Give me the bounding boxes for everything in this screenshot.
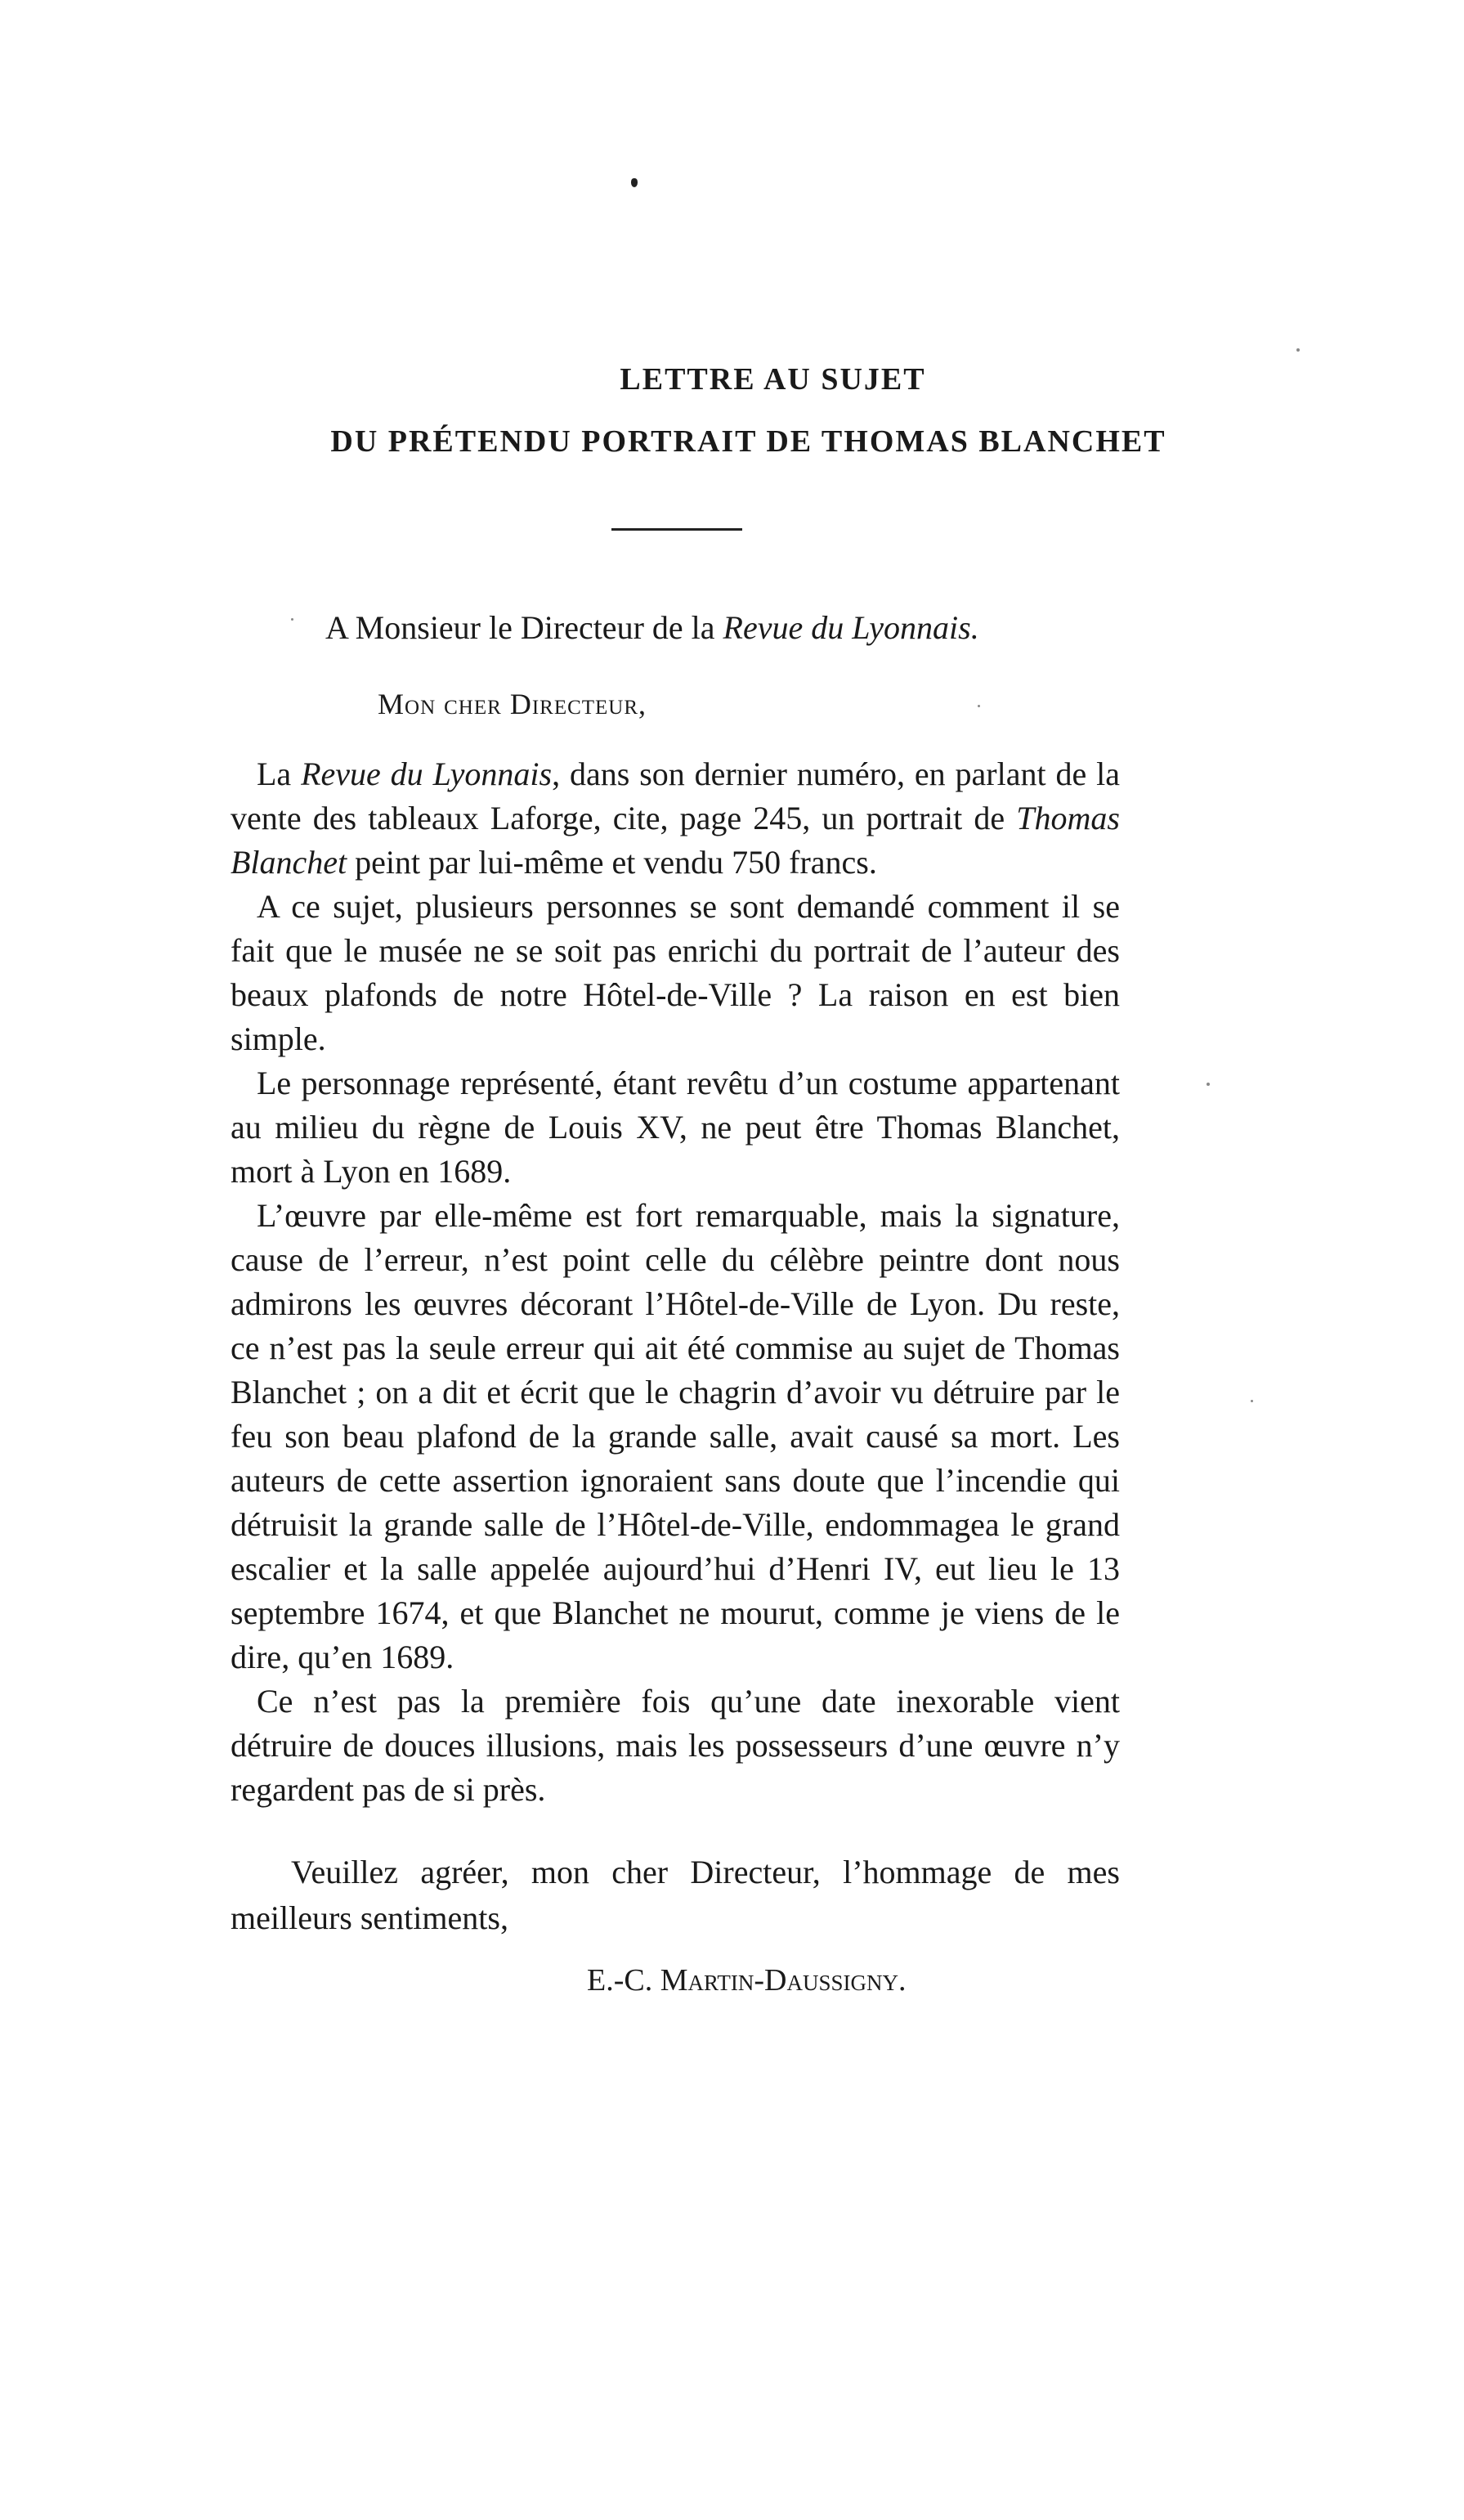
title-divider: [611, 528, 742, 531]
paragraph-4: L’œuvre par elle-même est fort remarquable, mais la signature, cause de l’erreur, n’est point celle du célèbre peintre dont nous admirons les œuvres décorant l’Hôtel-de-Ville de Lyon. Du reste, ce n’est pas la seule erreur qui ait été commise au sujet de Thomas Blanchet ; on a dit et écrit que le chagrin d’avoir vu détruire par le feu son beau plafond de la grande salle, avait causé sa mort. Les auteurs de cette assertion ignoraient sans doute que l’incendie qui détruisit la grande salle de l’Hôtel-de-Ville, endommagea le grand escalier et la salle appelée aujourd’hui d’Henri IV, eut lieu le 13 septembre 1674, et que Blanchet ne mourut, comme je viens de le dire, qu’en 1689.: [231, 1197, 1120, 1675]
journal-name: Revue du Lyonnais.: [723, 609, 979, 646]
signature-initials: E.-C.: [587, 1963, 660, 1998]
paragraph-5: Ce n’est pas la première fois qu’une date inexorable vient détruire de douces illusions, mais les possesseurs d’une œuvre n’y regardent pas de si près.: [231, 1683, 1120, 1808]
paragraph-2: A ce sujet, plusieurs personnes se sont demandé comment il se fait que le musée ne se soit pas enrichi du portrait de l’auteur des beaux plafonds de notre Hôtel-de-Ville ? La raison en est bien simple.: [231, 888, 1120, 1057]
p1-name: Thomas Blanchet: [231, 800, 1120, 881]
p1-post: peint par lui-même et vendu 750 francs.: [347, 844, 877, 881]
salutation-word-3-rest: irecteur,: [531, 688, 647, 720]
salutation-word-1-initial: M: [378, 688, 405, 720]
paper-speck: [291, 618, 293, 621]
paper-speck: [978, 705, 980, 707]
addressee-line: [325, 608, 979, 647]
p1-journal: Revue du Lyonnais: [301, 756, 553, 792]
signature-rest-2: aussigny.: [786, 1963, 907, 1998]
paragraph-3: Le personnage représenté, étant revêtu d’un costume appartenant au milieu du règne de Louis XV, ne peut être Thomas Blanchet, mort à Lyon en 1689.: [231, 1065, 1120, 1190]
salutation: [378, 687, 647, 721]
salutation-word-2: cher: [444, 688, 502, 720]
salutation-word-1-rest: on: [405, 688, 437, 720]
page-title: LETTRE AU SUJET: [620, 362, 926, 397]
page-subtitle: DU PRÉTENDU PORTRAIT DE THOMAS BLANCHET: [330, 424, 1166, 459]
salutation-word-3-initial: D: [509, 688, 532, 720]
p1-pre: La: [257, 756, 302, 792]
letter-body: [231, 752, 1120, 1812]
signature-rest-1: artin-: [687, 1963, 765, 1998]
p1-mid: , dans son dernier numéro, en parlant de la vente des tableaux Laforge, cite, page 245, un portrait de: [231, 756, 1121, 836]
signature: [587, 1962, 907, 1998]
paper-speck: [1251, 1400, 1253, 1402]
closing-formula: Veuillez agréer, mon cher Directeur, l’hommage de mes meilleurs sentiments,: [231, 1854, 1120, 1936]
paragraph-1: [231, 752, 1120, 885]
signature-cap-1: M: [660, 1963, 688, 1998]
page-mark: [631, 178, 638, 187]
paper-speck: [1207, 1083, 1210, 1086]
paper-speck: [1296, 348, 1300, 352]
signature-cap-2: D: [764, 1963, 787, 1998]
addressee-prefix: A Monsieur le Directeur de la: [325, 609, 723, 646]
